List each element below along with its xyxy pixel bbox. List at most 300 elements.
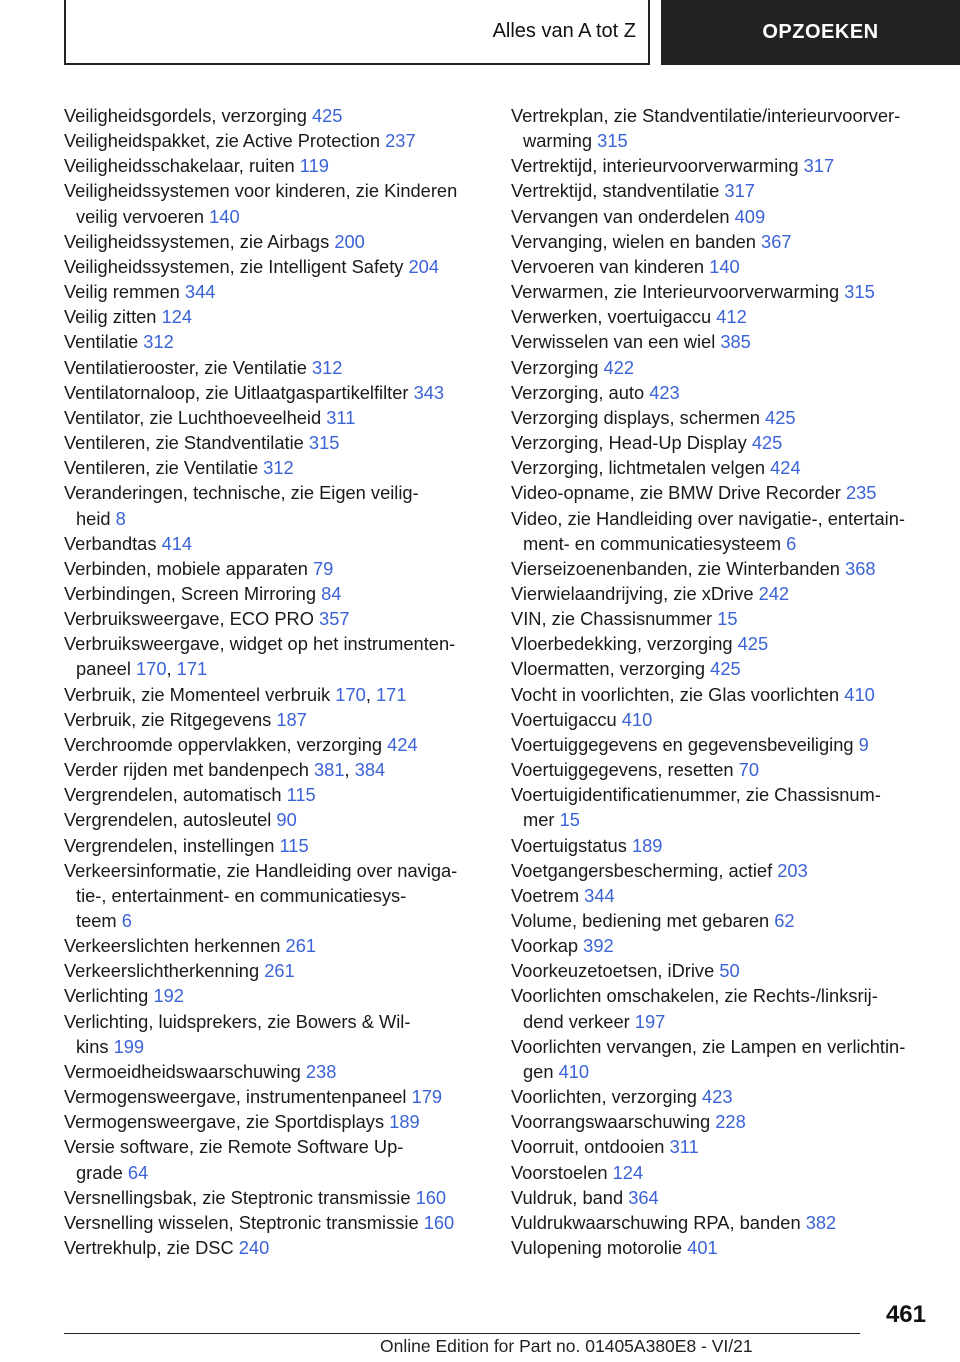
index-entry-text: Vertrekplan, zie Standventilatie/interieurvoorver-	[511, 105, 901, 126]
index-entry-text: Vierwielaandrijving, zie xDrive	[511, 582, 759, 604]
index-column-right	[511, 103, 931, 1260]
index-entry-term	[64, 103, 484, 128]
page-reference-link[interactable]: 199	[113, 1035, 145, 1057]
page-reference-link[interactable]: 124	[161, 306, 193, 328]
page-reference-link[interactable]: 410	[621, 708, 653, 730]
page-reference-link[interactable]: 311	[326, 406, 356, 428]
index-entry-term	[64, 833, 484, 858]
index-entry-text: Vertrektijd, standventilatie	[511, 180, 725, 202]
header-bottom-rule	[64, 63, 650, 65]
index-entry-text: Voertuiggegevens, resetten	[511, 759, 739, 781]
page-reference-link[interactable]: 187	[276, 708, 307, 730]
index-entry-text: Verkeerslichtherkenning	[64, 960, 265, 982]
index-entry-term	[511, 178, 931, 203]
index-entry	[64, 707, 484, 732]
index-entry	[64, 178, 484, 228]
index-entry-text: Voertuigidentificatienummer, zie Chassisnum-	[511, 784, 881, 806]
index-entry-text: Verbruik, zie Momenteel verbruik	[64, 683, 336, 705]
index-entry-text: paneel	[76, 658, 136, 680]
index-entry-text: Versnellingsbak, zie Steptronic transmissie	[64, 1186, 416, 1208]
index-entry-text: Vloermatten, verzorging	[511, 658, 711, 680]
index-entry-text: Vertrektijd, interieurvoorverwarming	[511, 155, 804, 177]
index-entry-term	[64, 254, 484, 279]
index-entry-text: Vergrendelen, autosleutel	[64, 809, 277, 831]
page-reference-link[interactable]: 170	[135, 658, 167, 680]
index-entry	[64, 983, 484, 1008]
page-reference-link[interactable]: 62	[774, 910, 795, 931]
index-entry-term	[64, 1009, 484, 1034]
index-entry	[64, 279, 484, 304]
index-entry	[511, 229, 931, 254]
index-entry	[511, 355, 931, 380]
index-entry	[511, 1160, 931, 1185]
index-entry	[64, 858, 484, 933]
page-reference-link[interactable]: 179	[411, 1086, 443, 1108]
index-entry	[64, 254, 484, 279]
index-entry-term	[511, 1109, 931, 1134]
index-entry-text: Voertuigaccu	[511, 708, 622, 730]
page-reference-link[interactable]: 124	[612, 1161, 644, 1183]
index-entry	[64, 304, 484, 329]
page-reference-link[interactable]: 367	[761, 230, 792, 252]
index-entry-term	[511, 1084, 931, 1109]
index-entry-term	[64, 732, 484, 757]
index-entry	[511, 656, 931, 681]
index-entry-continuation	[64, 908, 484, 933]
index-entry-continuation	[64, 883, 484, 908]
index-entry-term	[511, 506, 931, 531]
page-reference-link[interactable]: 368	[845, 557, 876, 579]
index-entry	[511, 883, 931, 908]
header-lookup-label: OPZOEKEN	[762, 21, 879, 43]
page-reference-link[interactable]: 315	[308, 432, 340, 454]
index-entry-text: VIN, zie Chassisnummer	[511, 608, 718, 630]
index-entry-text: Vocht in voorlichten, zie Glas voorlichten	[511, 683, 845, 705]
page-reference-link[interactable]: 115	[279, 834, 309, 856]
index-entry-text: kins	[76, 1035, 114, 1057]
page-reference-link[interactable]: 204	[408, 255, 440, 277]
page-reference-link[interactable]: 242	[758, 582, 790, 604]
index-entry	[511, 405, 931, 430]
index-entry-text: ment- en communicatiesysteem	[523, 532, 787, 554]
index-entry-text: Veranderingen, technische, zie Eigen veilig-	[64, 482, 419, 504]
page-reference-link[interactable]: 344	[184, 281, 216, 303]
index-entry-text: Ventilator, zie Luchthoeveelheid	[64, 406, 327, 428]
index-entry-text: Ventilatornaloop, zie Uitlaatgaspartikelfilter	[64, 381, 414, 403]
footer-edition: Online Edition for Part no. 01405A380E8 - VI/21	[380, 1336, 753, 1356]
index-entry	[511, 1109, 931, 1134]
index-entry	[511, 606, 931, 631]
index-entry	[64, 480, 484, 530]
page-reference-link[interactable]: 171	[176, 658, 208, 680]
index-entry-term	[511, 1185, 931, 1210]
page-reference-link[interactable]: 261	[285, 935, 317, 957]
header-lookup-tab[interactable]	[661, 0, 960, 65]
index-entry-text: Voorstoelen	[511, 1161, 613, 1183]
index-entry-term	[64, 1084, 484, 1109]
page-reference-link[interactable]: 401	[687, 1237, 718, 1259]
index-entry	[64, 1210, 484, 1235]
page-reference-link[interactable]: 425	[751, 432, 783, 454]
index-entry-text: Veiligheidspakket, zie Active Protection	[64, 130, 386, 152]
index-entry-text: Vervangen van onderdelen	[511, 205, 735, 227]
index-entry-continuation	[64, 1034, 484, 1059]
page-reference-link[interactable]: 312	[311, 356, 343, 378]
index-entry-text: Vervoeren van kinderen	[511, 255, 710, 277]
index-entry-term	[64, 707, 484, 732]
index-entry-text: Veiligheidssystemen, zie Airbags	[64, 230, 335, 252]
index-entry-continuation	[511, 807, 931, 832]
index-entry	[511, 556, 931, 581]
index-entry	[64, 455, 484, 480]
index-entry-term	[511, 254, 931, 279]
index-entry	[64, 329, 484, 354]
index-entry	[64, 631, 484, 681]
page-reference-link[interactable]: 6	[121, 910, 132, 931]
page-reference-link[interactable]: 237	[385, 130, 416, 152]
page-reference-link[interactable]: 312	[143, 331, 174, 353]
index-entry-text: Voertuigstatus	[511, 834, 632, 856]
page-reference-link[interactable]: 84	[321, 582, 342, 604]
index-entry-text: Video, zie Handleiding over navigatie-, entertain-	[511, 507, 905, 529]
index-entry-term	[511, 1160, 931, 1185]
footer-rule	[64, 1333, 860, 1334]
page-reference-link[interactable]: 115	[286, 784, 316, 806]
page-reference-link[interactable]: 140	[709, 255, 740, 277]
page-reference-link[interactable]: 385	[720, 331, 751, 353]
index-entry-term	[64, 229, 484, 254]
index-entry	[64, 128, 484, 153]
index-entry	[511, 732, 931, 757]
index-entry-text: Veilig remmen	[64, 281, 185, 303]
index-entry-text: Verzorging, auto	[511, 381, 650, 403]
page-reference-link[interactable]: 140	[209, 205, 240, 227]
index-entry-term	[511, 631, 931, 656]
index-entry-term	[64, 631, 484, 656]
index-entry-text: Vierseizoenenbanden, zie Winterbanden	[511, 557, 846, 579]
index-entry	[511, 581, 931, 606]
page-reference-link[interactable]: 315	[844, 281, 875, 303]
index-entry-text: Versnelling wisselen, Steptronic transmissie	[64, 1211, 424, 1233]
index-entry-text: Ventilatierooster, zie Ventilatie	[64, 356, 312, 378]
index-entry	[511, 329, 931, 354]
index-entry-text: tie-, entertainment- en communicatiesys-	[76, 884, 407, 906]
index-entry-term	[64, 807, 484, 832]
index-entry	[64, 531, 484, 556]
index-entry-text: Verwarmen, zie Interieurvoorverwarming	[511, 281, 845, 303]
index-entry-term	[64, 304, 484, 329]
index-entry	[511, 1210, 931, 1235]
page-reference-link[interactable]: 192	[153, 985, 184, 1007]
page-reference-link[interactable]: 315	[597, 130, 628, 152]
index-entry	[511, 682, 931, 707]
index-entry-text: Verzorging, lichtmetalen velgen	[511, 457, 771, 479]
index-entry-text: Veilig zitten	[64, 306, 162, 328]
index-entry-term	[511, 883, 931, 908]
index-entry	[64, 782, 484, 807]
index-entry-text: Voorlichten, verzorging	[511, 1086, 703, 1108]
index-entry-text: Vervanging, wielen en banden	[511, 230, 762, 252]
index-entry-term	[64, 279, 484, 304]
index-entry-term	[511, 833, 931, 858]
page-number: 461	[885, 1301, 926, 1328]
index-entry-term	[64, 958, 484, 983]
page-reference-link[interactable]: 228	[715, 1111, 746, 1133]
index-entry-continuation	[64, 656, 484, 681]
page-reference-link[interactable]: 364	[628, 1186, 659, 1208]
index-entry	[511, 933, 931, 958]
index-entry	[511, 304, 931, 329]
page-reference-link[interactable]: 203	[777, 859, 808, 881]
page-reference-link[interactable]: 424	[770, 457, 801, 479]
index-entry	[511, 958, 931, 983]
page-reference-link[interactable]: 392	[583, 935, 614, 957]
index-entry-term	[64, 1059, 484, 1084]
index-entry-term	[64, 380, 484, 405]
index-entry-text: Voorkeuzetoetsen, iDrive	[511, 960, 720, 982]
page-reference-link[interactable]: 425	[311, 105, 343, 126]
page-reference-link[interactable]: 382	[805, 1211, 837, 1233]
page-reference-link[interactable]: 425	[737, 633, 769, 655]
index-entry-term	[64, 480, 484, 505]
index-entry-text: Vertrekhulp, zie DSC	[64, 1237, 239, 1259]
index-entry-term	[511, 1134, 931, 1159]
index-entry	[511, 153, 931, 178]
index-entry	[64, 682, 484, 707]
index-entry-text: Voorruit, ontdooien	[511, 1136, 670, 1158]
index-entry-text: Verzorging displays, schermen	[511, 406, 766, 428]
index-entry-text: Voorrangswaarschuwing	[511, 1111, 716, 1133]
index-entry-term	[64, 556, 484, 581]
index-entry-term	[511, 933, 931, 958]
index-entry-text: Veiligheidssystemen voor kinderen, zie Kinderen	[64, 180, 458, 202]
index-entry-text: Verzorging, Head-Up Display	[511, 432, 752, 454]
index-entry-text: Verwisselen van een wiel	[511, 331, 721, 353]
index-entry-text: Verwerken, voertuigaccu	[511, 306, 717, 328]
page-reference-link[interactable]: 79	[313, 557, 334, 579]
index-entry-term	[64, 933, 484, 958]
index-entry-text: Ventileren, zie Standventilatie	[64, 432, 309, 454]
index-entry-term	[511, 1210, 931, 1235]
page-reference-link[interactable]: 160	[423, 1211, 455, 1233]
page-reference-link[interactable]: 423	[702, 1086, 733, 1108]
index-entry-term	[511, 732, 931, 757]
header-section-tab[interactable]	[66, 0, 648, 63]
page-reference-link[interactable]: 119	[299, 155, 329, 177]
index-entry-term	[64, 983, 484, 1008]
index-entry-text: teem	[76, 910, 122, 931]
page-reference-link[interactable]: 343	[413, 381, 445, 403]
index-entry-text: Verbandtas	[64, 532, 162, 554]
index-entry	[511, 380, 931, 405]
page-reference-link[interactable]: 425	[765, 406, 796, 428]
index-entry-text: Verlichting, luidsprekers, zie Bowers & Wil-	[64, 1010, 411, 1032]
page-reference-link[interactable]: 189	[389, 1111, 420, 1133]
page-reference-link[interactable]: 317	[724, 180, 755, 202]
index-entry-term	[511, 656, 931, 681]
index-entry-text: Veiligheidssystemen, zie Intelligent Safety	[64, 255, 409, 277]
index-entry	[64, 1134, 484, 1184]
index-entry-text: mer	[523, 809, 560, 831]
index-entry-term	[64, 128, 484, 153]
index-entry-term	[64, 329, 484, 354]
index-entry-text: gen	[523, 1060, 559, 1082]
index-entry-text: Voorkap	[511, 935, 584, 957]
index-entry	[511, 178, 931, 203]
index-entry	[511, 1084, 931, 1109]
index-entry-continuation	[64, 506, 484, 531]
index-entry-term	[511, 1034, 931, 1059]
index-entry-term	[64, 531, 484, 556]
index-entry-term	[64, 455, 484, 480]
index-entry-text: Verzorging	[511, 356, 604, 378]
index-entry	[511, 506, 931, 556]
index-entry-term	[511, 455, 931, 480]
page-reference-link[interactable]: 170	[335, 683, 366, 705]
index-entry-text: Vermogensweergave, instrumentenpaneel	[64, 1086, 412, 1108]
index-entry-term	[511, 430, 931, 455]
index-entry	[64, 1109, 484, 1134]
index-entry-continuation	[511, 531, 931, 556]
page-reference-link[interactable]: 414	[161, 532, 193, 554]
index-entry-term	[511, 480, 931, 505]
index-entry	[511, 908, 931, 933]
page-reference-link[interactable]: 90	[276, 809, 297, 831]
page-reference-link[interactable]: 344	[584, 884, 615, 906]
index-entry-text: Ventilatie	[64, 331, 144, 353]
page-reference-link[interactable]: 197	[634, 1010, 666, 1032]
index-entry-continuation	[64, 1160, 484, 1185]
page-reference-link[interactable]: 410	[558, 1060, 590, 1082]
index-entry-term	[511, 757, 931, 782]
page-reference-link[interactable]: 6	[786, 532, 797, 554]
page-reference-link[interactable]: 9	[858, 733, 869, 755]
index-entry-term	[64, 1185, 484, 1210]
index-entry-term	[511, 782, 931, 807]
index-entry-text: Voorlichten vervangen, zie Lampen en verlichtin-	[511, 1035, 906, 1057]
index-entry-text: Verbruiksweergave, widget op het instrumenten-	[64, 633, 456, 655]
page-reference-link[interactable]: 200	[334, 230, 365, 252]
index-entry	[64, 355, 484, 380]
page-reference-link[interactable]: 409	[734, 205, 766, 227]
header-separator	[648, 0, 650, 64]
index-entry-text: grade	[76, 1161, 128, 1183]
index-entry-term	[64, 1134, 484, 1159]
index-entry-term	[511, 304, 931, 329]
page-reference-link[interactable]: 240	[238, 1237, 270, 1259]
index-entry-term	[511, 279, 931, 304]
index-entry-term	[64, 430, 484, 455]
page-reference-link[interactable]: 70	[738, 759, 760, 781]
page-reference-link[interactable]: 8	[115, 507, 126, 529]
index-entry-text: heid	[76, 507, 116, 529]
index-entry-text: Vuldruk, band	[511, 1186, 629, 1208]
index-entry	[64, 757, 484, 782]
page-reference-link[interactable]: 15	[717, 608, 738, 630]
page-reference-link[interactable]: 312	[263, 457, 294, 479]
page-reference-link[interactable]: 50	[719, 960, 740, 982]
page-reference-link[interactable]: 64	[127, 1161, 149, 1183]
index-entry	[511, 707, 931, 732]
index-entry	[511, 455, 931, 480]
index-entry-text: Verkeersinformatie, zie Handleiding over naviga-	[64, 859, 458, 881]
index-entry-term	[64, 757, 484, 782]
page-reference-link[interactable]: 171	[375, 683, 407, 705]
index-entry-term	[64, 1235, 484, 1260]
index-entry	[64, 807, 484, 832]
index-entry-term	[64, 153, 484, 178]
page-reference-link[interactable]: 412	[716, 306, 747, 328]
index-entry-text: Voorlichten omschakelen, zie Rechts-/linksrij-	[511, 985, 878, 1007]
page-ref-separator: ,	[166, 658, 177, 680]
index-entry-text: Video-opname, zie BMW Drive Recorder	[511, 482, 846, 504]
page-reference-link[interactable]: 424	[387, 733, 418, 755]
index-entry	[511, 782, 931, 832]
page-reference-link[interactable]: 238	[305, 1060, 337, 1082]
page-reference-link[interactable]: 425	[710, 658, 741, 680]
index-entry	[64, 606, 484, 631]
index-entry	[64, 229, 484, 254]
index-entry-text: Verlichting	[64, 985, 154, 1007]
page-reference-link[interactable]: 160	[415, 1186, 447, 1208]
index-entry-term	[511, 229, 931, 254]
index-entry-text: Vermoeidheidswaarschuwing	[64, 1060, 306, 1082]
index-entry	[64, 958, 484, 983]
index-entry	[511, 480, 931, 505]
index-entry	[511, 103, 931, 153]
index-entry-text: Vergrendelen, automatisch	[64, 784, 287, 806]
index-entry-term	[511, 103, 931, 128]
index-entry	[511, 757, 931, 782]
index-entry-term	[64, 178, 484, 203]
index-entry-continuation	[511, 128, 931, 153]
page-reference-link[interactable]: 261	[264, 960, 295, 982]
page-reference-link[interactable]: 422	[603, 356, 634, 378]
index-entry-continuation	[511, 1009, 931, 1034]
page-ref-separator: ,	[365, 683, 376, 705]
index-entry-text: Vermogensweergave, zie Sportdisplays	[64, 1111, 390, 1133]
index-entry	[64, 556, 484, 581]
index-entry-term	[64, 858, 484, 883]
index-entry-text: Voetrem	[511, 884, 585, 906]
index-entry-text: Verbinden, mobiele apparaten	[64, 557, 314, 579]
page-reference-link[interactable]: 235	[845, 482, 877, 504]
page-reference-link[interactable]: 381	[314, 759, 345, 781]
index-entry-term	[64, 782, 484, 807]
page-reference-link[interactable]: 311	[669, 1136, 699, 1158]
index-entry	[64, 1185, 484, 1210]
page-reference-link[interactable]: 15	[559, 809, 580, 831]
index-entry-text: Vuldrukwaarschuwing RPA, banden	[511, 1211, 806, 1233]
page-reference-link[interactable]: 317	[803, 155, 835, 177]
index-entry-continuation	[511, 1059, 931, 1084]
index-entry-term	[511, 556, 931, 581]
index-entry-text: Veiligheidsgordels, verzorging	[64, 105, 312, 126]
index-entry-term	[511, 204, 931, 229]
index-entry-term	[64, 355, 484, 380]
page-reference-link[interactable]: 423	[649, 381, 680, 403]
index-entry	[511, 983, 931, 1033]
index-entry	[511, 204, 931, 229]
page-reference-link[interactable]: 189	[631, 834, 663, 856]
page-reference-link[interactable]: 410	[844, 683, 875, 705]
index-entry-text: Verbruiksweergave, ECO PRO	[64, 608, 320, 630]
index-entry-text: Voetgangersbescherming, actief	[511, 859, 778, 881]
page-reference-link[interactable]: 384	[354, 759, 386, 781]
page-reference-link[interactable]: 357	[319, 608, 350, 630]
index-entry	[511, 1185, 931, 1210]
index-entry-term	[64, 1109, 484, 1134]
